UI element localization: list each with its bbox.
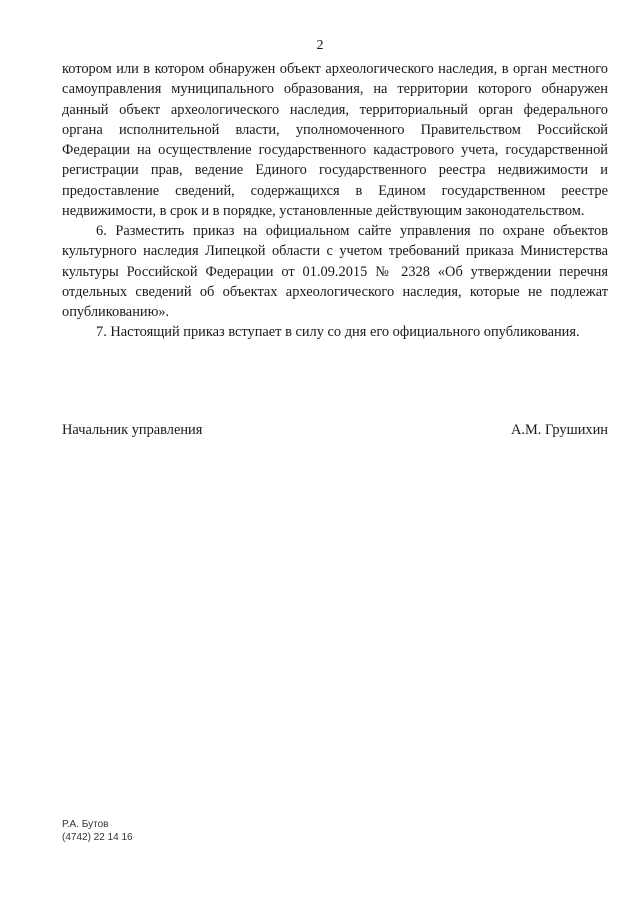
executor-footer xyxy=(62,818,133,844)
signature-block xyxy=(62,421,608,439)
paragraph-continuation: котором или в котором обнаружен объект археологического наследия, в орган местного самоуправления муниципального образования, на территории которого обнаружен данный объект археологического наследия, территориальный орган федерального органа исполнительной власти, уполномоченного Правительством Российской Федерации на осуществление государственного кадастрового учета, государственной регистрации прав, ведение Единого государственного реестра недвижимости и предоставление сведений, содержащихся в Едином государственном реестре недвижимости, в срок и в порядке, установленные действующим законодательством. xyxy=(62,61,608,219)
paragraph-7: 7. Настоящий приказ вступает в силу со дня его официального опубликования. xyxy=(96,324,580,341)
executor-phone: (4742) 22 14 16 xyxy=(62,832,133,843)
document-body xyxy=(62,59,608,343)
signature-name: А.М. Грушихин xyxy=(511,422,608,438)
paragraph-6: 6. Разместить приказ на официальном сайте управления по охране объектов культурного наследия Липецкой области с учетом требований приказа Министерства культуры Российской Федерации от 01.09.2015 № 2328 «Об утверждении перечня отдельных сведений об объектах археологического наследия, которые не подлежат опубликованию». xyxy=(62,223,608,320)
executor-name: Р.А. Бутов xyxy=(62,819,109,830)
signature-position: Начальник управления xyxy=(62,422,203,438)
page-number: 2 xyxy=(316,38,324,53)
